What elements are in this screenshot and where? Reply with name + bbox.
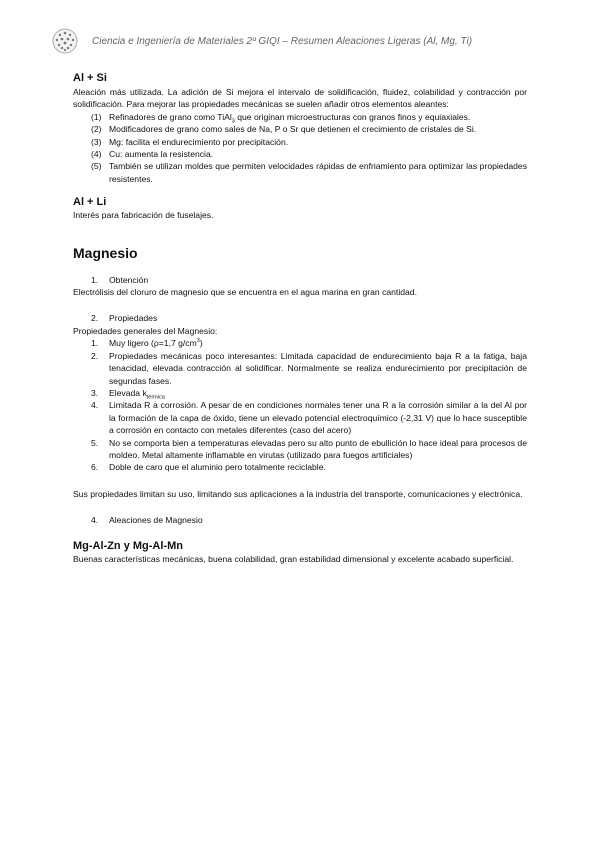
list-item: 6. Doble de caro que el aluminio pero totalmente reciclable. (91, 462, 326, 473)
section-heading-al-si: Al + Si (73, 72, 107, 84)
subsection-title: Obtención (109, 274, 149, 285)
propiedades-list (73, 337, 527, 473)
list-item: (4) Cu: aumenta la resistencia. (91, 149, 214, 160)
propiedades-intro: Propiedades generales del Magnesio: (73, 325, 218, 336)
magnesio-subsection-2: 2. Propiedades (91, 313, 158, 324)
list-item: 1. Muy ligero (ρ=1,7 $g/cm^3$) (91, 338, 203, 349)
mg-al-text: Buenas características mecánicas, buena colabilidad, gran estabilidad dimensional y excelente acabado superficial. (73, 553, 514, 564)
obtencion-text: Electrólisis del cloruro de magnesio que se encuentra en el agua marina en gran cantidad. (73, 287, 417, 298)
subsection-title: Propiedades (109, 313, 158, 324)
propiedades-summary: Sus propiedades limitan su uso, limitando sus aplicaciones a la industria del transporte, comunicaciones y electrónica. (73, 488, 523, 499)
section-heading-magnesio: Magnesio (73, 244, 138, 261)
list-item: (2) Modificadores de grano como sales de Na, P o Sr que detienen el crecimiento de cristales de Si. (91, 124, 477, 135)
section-heading-al-li: Al + Li (73, 196, 107, 209)
section-heading-mg-al: Mg-Al-Zn y Mg-Al-Mn (73, 539, 183, 552)
document-header: Ciencia e Ingeniería de Materiales 2º GIQI – Resumen Aleaciones Ligeras (Al, Mg, Ti) (92, 36, 473, 47)
magnesio-subsection-1: 1. Obtención (91, 274, 149, 285)
list-item: 2. Propiedades mecánicas poco interesantes: Limitada capacidad de endurecimiento baja R a la fatiga, baja tenacidad, elevada contracción al solidificar. Normalmente se realiza endurecimiento por precipitación de segundas fases. (91, 350, 527, 386)
list-item: (3) Mg: facilita el endurecimiento por precipitación. (91, 136, 289, 147)
university-logo-icon (52, 28, 78, 54)
subsection-title: Aleaciones de Magnesio (109, 515, 203, 526)
magnesio-subsection-4: 4. Aleaciones de Magnesio (91, 515, 203, 526)
al-li-text: Interés para fabricación de fuselajes. (73, 210, 214, 221)
list-item: (5) También se utilizan moldes que permiten velocidades rápidas de enfriamiento para optimizar las propiedades resistentes. (91, 161, 527, 184)
list-item: (1) Refinadores de grano como TiAl$_3$ que originan microestructuras con granos finos y equiaxiales. (91, 111, 471, 125)
al-si-list (73, 111, 527, 185)
list-item: 5. No se comporta bien a temperaturas elevadas pero su alto punto de ebullición lo hace ideal para procesos de moldeo. Metal altamente inflamable en virutas (utilizado para fuegos artificiales) (91, 437, 527, 460)
list-item: 4. Limitada R a corrosión. A pesar de en condiciones normales tener una R a la corrosión similar a la del Al por la formación de la capa de óxido, tiene un elevado potencial electroquímico (-2,31 V) que lo hace susceptible a corrosión en contacto con metales diferentes (caso del acero) (91, 400, 527, 436)
document-body (73, 71, 527, 565)
list-item: 3. Elevada $k_{térmica}$ (91, 387, 165, 401)
al-si-intro: Aleación más utilizada. La adición de Si mejora el intervalo de solidificación, fluidez, colabilidad y contracción por solidificación. Para mejorar las propiedades mecánicas se suelen añadir otros elementos aleantes: (73, 87, 527, 110)
